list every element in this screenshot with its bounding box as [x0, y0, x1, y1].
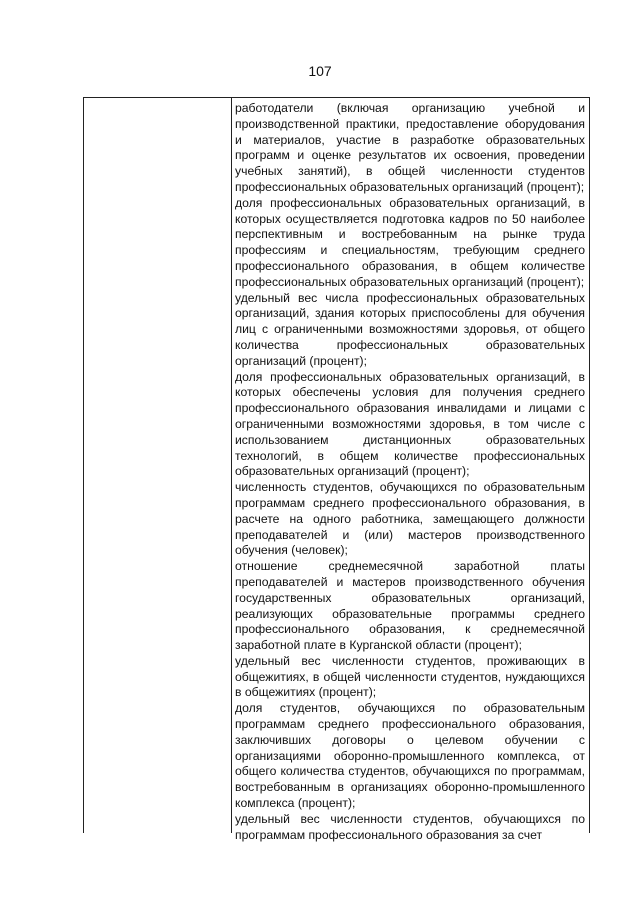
indicator-item: удельный вес численности студентов, проживающих в общежитиях, в общей численности студентов, нуждающихся в общежитиях (процент);: [235, 653, 585, 700]
indicator-item: доля профессиональных образовательных организаций, в которых обеспечены условия для получения среднего профессионального образования инвалидами и лицами с ограниченными возможностями здоровья, в том числе с использованием дистанционных образовательных технологий, в общем количестве профессиональных образовательных организаций (процент);: [235, 369, 585, 479]
indicator-table: [83, 97, 590, 842]
indicator-item: работодатели (включая организацию учебной и производственной практики, предоставление оборудования и материалов, участие в разработке образовательных программ и оценке результатов их освоения, проведении учебных занятий), в общей численности студентов профессиональных образовательных организаций (процент);: [235, 101, 585, 194]
indicator-item: отношение среднемесячной заработной платы преподавателей и мастеров производственного обучения государственных образовательных организаций, реализующих образовательные программы среднего профессионального образования, к среднемесячной заработной плате в Курганской области (процент);: [235, 559, 585, 653]
indicator-item: численность студентов, обучающихся по образовательным программам среднего профессионального образования, в расчете на одного работника, замещающего должности преподавателей и (или) мастеров производственного обучения (человек);: [235, 480, 585, 558]
table-right-cell: [235, 101, 585, 843]
indicator-item: доля студентов, обучающихся по образовательным программам среднего профессионального образования, заключивших договоры о целевом обучении с организациями оборонно-промышленного комплекса, от общего количества студентов, обучающихся по программам, востребованным в организациях оборонно-промышленного комплекса (процент);: [235, 701, 585, 811]
table-left-cell: [84, 98, 231, 833]
indicator-item: удельный вес числа профессиональных образовательных организаций, здания которых приспособлены для обучения лиц с ограниченными возможностями здоровья, от общего количества профессиональных образовательных организаций (процент);: [235, 290, 585, 368]
column-divider: [231, 98, 232, 833]
indicator-item: доля профессиональных образовательных организаций, в которых осуществляется подготовка кадров по 50 наиболее перспективным и востребованным на рынке труда профессиям и специальностям, требующим среднего профессионального образования, в общем количестве профессиональных образовательных организаций (процент);: [235, 195, 585, 289]
page-number: 107: [308, 63, 332, 79]
indicator-item: удельный вес численности студентов, обучающихся по программам профессионального образования за счет: [235, 811, 585, 842]
